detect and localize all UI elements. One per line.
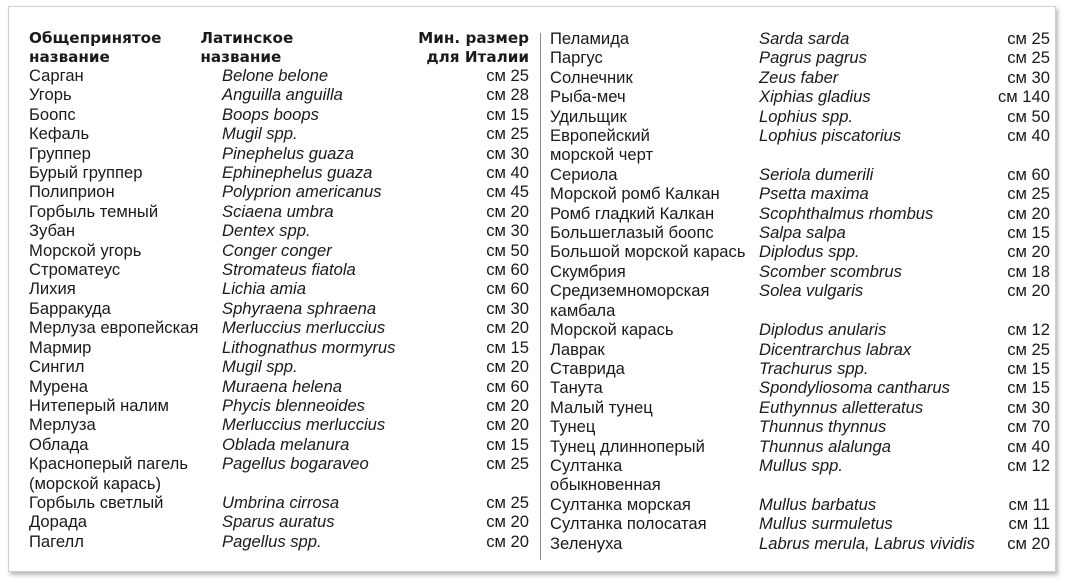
min-size-cell: см 25: [486, 492, 529, 512]
common-name-cell: Бурый группер: [29, 163, 143, 183]
table-row: [550, 301, 1050, 320]
common-name-cell: Группер: [29, 143, 91, 163]
latin-name-cell: Diplodus anularis: [759, 320, 887, 340]
table-row: [29, 105, 529, 124]
latin-name-cell: Merluccius merluccius: [222, 318, 386, 338]
latin-name-cell: Trachurus spp.: [759, 358, 869, 378]
common-name-cell: Удильщик: [550, 106, 627, 126]
table-row: [550, 107, 1050, 126]
common-name-cell: Паргус: [550, 48, 603, 68]
min-size-cell: см 70: [1007, 417, 1050, 437]
common-name-cell: Лихия: [29, 279, 76, 299]
table-row: [29, 493, 529, 512]
table-row: [29, 415, 529, 434]
common-name-cell: Ромб гладкий Калкан: [550, 203, 715, 223]
latin-name-cell: Anguilla anguilla: [222, 85, 343, 105]
latin-name-cell: Thunnus thynnus: [759, 417, 887, 437]
min-size-cell: см 12: [1007, 320, 1050, 340]
common-name-cell: Нитеперый налим: [29, 395, 169, 415]
table-row: [550, 534, 1050, 553]
table-row: [29, 260, 529, 279]
header-common-name: Общепринятое название: [29, 29, 162, 66]
min-size-cell: см 15: [486, 104, 529, 124]
common-name-cell: Европейский: [550, 126, 650, 146]
table-row: [550, 398, 1050, 417]
common-name-cell: Мерлуза: [29, 415, 96, 435]
min-size-cell: см 20: [1007, 281, 1050, 301]
table-row: [29, 85, 529, 104]
common-name-cell: Кефаль: [29, 124, 90, 144]
min-size-cell: см 11: [1008, 494, 1050, 514]
latin-name-cell: Sciaena umbra: [222, 201, 334, 221]
min-size-cell: см 140: [997, 87, 1050, 107]
latin-name-cell: Sparus auratus: [222, 512, 335, 532]
min-size-cell: см 20: [486, 318, 529, 338]
latin-name-cell: Oblada melanura: [222, 434, 350, 454]
left-column: [29, 29, 529, 551]
table-row: [550, 145, 1050, 164]
latin-name-cell: Mullus surmuletus: [759, 514, 893, 534]
min-size-cell: см 30: [1007, 397, 1050, 417]
table-row: [550, 184, 1050, 203]
table-row: [29, 396, 529, 415]
min-size-cell: см 15: [486, 434, 529, 454]
table-row: [550, 514, 1050, 533]
common-name-cell: Барракуда: [29, 298, 111, 318]
common-name-cell: Сингил: [29, 357, 85, 377]
min-size-cell: [465, 474, 529, 493]
latin-name-cell: Phycis blenneoides: [222, 395, 365, 415]
table-row: [29, 454, 529, 473]
common-name-cell: морской черт: [550, 145, 654, 165]
min-size-cell: см 15: [486, 337, 529, 357]
min-size-cell: см 25: [486, 124, 529, 144]
right-table-body: [550, 29, 1050, 553]
min-size-cell: см 11: [1008, 514, 1050, 534]
latin-name-cell: Muraena helena: [222, 376, 342, 396]
min-size-cell: см 50: [1007, 106, 1050, 126]
latin-name-cell: Lophius spp.: [759, 106, 854, 126]
min-size-cell: см 60: [486, 376, 529, 396]
latin-name-cell: [759, 301, 989, 320]
table-row: [29, 124, 529, 143]
latin-name-cell: Salpa salpa: [759, 223, 846, 243]
min-size-cell: см 20: [486, 395, 529, 415]
latin-name-cell: Dicentrarchus labrax: [759, 339, 912, 359]
latin-name-cell: Lichia amia: [222, 279, 306, 299]
min-size-cell: см 25: [1007, 29, 1050, 48]
latin-name-cell: Belone belone: [222, 66, 329, 85]
latin-name-cell: Pagellus bogaraveo: [222, 454, 369, 474]
table-row: [550, 165, 1050, 184]
table-row: [550, 29, 1050, 48]
common-name-cell: Султанка: [550, 455, 623, 475]
common-name-cell: Тунец: [550, 417, 596, 437]
min-size-cell: см 15: [1007, 223, 1050, 243]
common-name-cell: камбала: [550, 300, 616, 320]
common-name-cell: Боопс: [29, 104, 76, 124]
latin-name-cell: Diplodus spp.: [759, 242, 860, 262]
table-row: [550, 417, 1050, 436]
common-name-cell: Горбыль темный: [29, 201, 159, 221]
table-row: [550, 281, 1050, 300]
table-row: [29, 357, 529, 376]
latin-name-cell: Polyprion americanus: [222, 182, 382, 202]
right-column: [550, 29, 1050, 553]
common-name-cell: Сериола: [550, 164, 618, 184]
latin-name-cell: [759, 145, 989, 164]
latin-name-cell: Labrus merula, Labrus vividis: [759, 533, 975, 553]
latin-name-cell: Merluccius merluccius: [222, 415, 386, 435]
table-row: [29, 318, 529, 337]
latin-name-cell: Mugil spp.: [222, 357, 298, 377]
table-row: [29, 279, 529, 298]
common-name-cell: Мурена: [29, 376, 88, 396]
latin-name-cell: Pagrus pagrus: [759, 48, 867, 68]
table-row: [29, 299, 529, 318]
latin-name-cell: Lophius piscatorius: [759, 126, 902, 146]
common-name-cell: Малый тунец: [550, 397, 653, 417]
latin-name-cell: Euthynnus alletteratus: [759, 397, 924, 417]
min-size-cell: см 20: [486, 357, 529, 377]
fish-size-table: [8, 6, 1056, 572]
common-name-cell: Султанка полосатая: [550, 514, 707, 534]
table-row: [550, 242, 1050, 261]
latin-name-cell: Mugil spp.: [222, 124, 298, 144]
common-name-cell: Танута: [550, 378, 603, 398]
latin-name-cell: Stromateus fiatola: [222, 260, 356, 280]
table-row: [550, 320, 1050, 339]
common-name-cell: обыкновенная: [550, 475, 661, 495]
table-row: [29, 474, 529, 493]
table-row: [550, 437, 1050, 456]
latin-name-cell: Solea vulgaris: [759, 281, 864, 301]
latin-name-cell: Pagellus spp.: [222, 531, 322, 551]
min-size-cell: см 40: [1007, 436, 1050, 456]
min-size-cell: см 30: [486, 143, 529, 163]
min-size-cell: [992, 145, 1050, 164]
table-row: [29, 163, 529, 182]
min-size-cell: см 20: [486, 512, 529, 532]
min-size-cell: см 60: [486, 260, 529, 280]
min-size-cell: см 60: [1007, 164, 1050, 184]
common-name-cell: Полиприон: [29, 182, 115, 202]
common-name-cell: Султанка морская: [550, 494, 691, 514]
latin-name-cell: Sarda sarda: [759, 29, 850, 48]
latin-name-cell: Pinephelus guaza: [222, 143, 354, 163]
latin-name-cell: Seriola dumerili: [759, 164, 874, 184]
min-size-cell: [992, 475, 1050, 494]
table-row: [550, 359, 1050, 378]
common-name-cell: Скумбрия: [550, 261, 626, 281]
latin-name-cell: Sphyraena sphraena: [222, 298, 377, 318]
table-row: [550, 126, 1050, 145]
common-name-cell: Большой морской карась: [550, 242, 746, 262]
table-row: [550, 456, 1050, 475]
table-row: [29, 221, 529, 240]
common-name-cell: Зубан: [29, 221, 76, 241]
common-name-cell: Рыба-меч: [550, 87, 626, 107]
min-size-cell: см 45: [486, 182, 529, 202]
min-size-cell: см 25: [486, 66, 529, 85]
common-name-cell: Дорада: [29, 512, 88, 532]
min-size-cell: см 40: [486, 163, 529, 183]
table-row: [29, 241, 529, 260]
common-name-cell: Пеламида: [550, 29, 630, 48]
latin-name-cell: Mullus spp.: [759, 455, 843, 475]
latin-name-cell: Conger conger: [222, 240, 332, 260]
common-name-cell: Горбыль светлый: [29, 492, 164, 512]
min-size-cell: см 20: [486, 531, 529, 551]
min-size-cell: см 30: [1007, 67, 1050, 87]
min-size-cell: см 18: [1007, 261, 1050, 281]
table-row: [29, 532, 529, 551]
latin-name-cell: Scophthalmus rhombus: [759, 203, 934, 223]
latin-name-cell: Scomber scombrus: [759, 261, 902, 281]
table-row: [550, 340, 1050, 359]
min-size-cell: см 25: [1007, 339, 1050, 359]
common-name-cell: Мармир: [29, 337, 92, 357]
common-name-cell: Пагелл: [29, 531, 84, 551]
table-row: [550, 204, 1050, 223]
common-name-cell: Строматеус: [29, 260, 121, 280]
table-row: [29, 377, 529, 396]
min-size-cell: см 30: [486, 221, 529, 241]
header-latin-name: Латинское название: [200, 29, 294, 66]
table-row: [29, 512, 529, 531]
common-name-cell: Облада: [29, 434, 89, 454]
table-row: [550, 475, 1050, 494]
latin-name-cell: Psetta maxima: [759, 184, 869, 204]
common-name-cell: Сарган: [29, 66, 84, 85]
latin-name-cell: Boops boops: [222, 104, 319, 124]
common-name-cell: Мерлуза европейская: [29, 318, 199, 338]
min-size-cell: см 30: [486, 298, 529, 318]
table-row: [550, 223, 1050, 242]
table-row: [550, 262, 1050, 281]
left-table-body: [29, 66, 529, 551]
table-row: [29, 182, 529, 201]
latin-name-cell: Ephinephelus guaza: [222, 163, 373, 183]
min-size-cell: см 20: [1007, 533, 1050, 553]
latin-name-cell: Dentex spp.: [222, 221, 311, 241]
min-size-cell: [992, 301, 1050, 320]
table-row: [29, 435, 529, 454]
common-name-cell: Лаврак: [550, 339, 605, 359]
table-row: [29, 144, 529, 163]
common-name-cell: Морской ромб Калкан: [550, 184, 720, 204]
table-row: [550, 68, 1050, 87]
latin-name-cell: Lithognathus mormyrus: [222, 337, 396, 357]
common-name-cell: Красноперый пагель: [29, 454, 188, 474]
latin-name-cell: Umbrina cirrosa: [222, 492, 340, 512]
common-name-cell: Большеглазый боопс: [550, 223, 714, 243]
common-name-cell: Тунец длинноперый: [550, 436, 705, 456]
table-row: [29, 202, 529, 221]
common-name-cell: Средиземноморская: [550, 281, 710, 301]
min-size-cell: см 20: [1007, 242, 1050, 262]
min-size-cell: см 12: [1007, 455, 1050, 475]
table-row: [29, 338, 529, 357]
common-name-cell: (морской карась): [29, 473, 162, 493]
table-row: [29, 66, 529, 85]
min-size-cell: см 15: [1007, 358, 1050, 378]
latin-name-cell: [759, 475, 989, 494]
min-size-cell: см 15: [1007, 378, 1050, 398]
table-row: [550, 495, 1050, 514]
latin-name-cell: Mullus barbatus: [759, 494, 877, 514]
latin-name-cell: Xiphias gladius: [759, 87, 871, 107]
min-size-cell: см 20: [486, 201, 529, 221]
common-name-cell: Морской угорь: [29, 240, 142, 260]
common-name-cell: Угорь: [29, 85, 72, 105]
min-size-cell: см 28: [486, 85, 529, 105]
table-row: [550, 48, 1050, 67]
table-header: [29, 29, 529, 66]
min-size-cell: см 50: [486, 240, 529, 260]
min-size-cell: см 20: [486, 415, 529, 435]
latin-name-cell: Spondyliosoma cantharus: [759, 378, 950, 398]
common-name-cell: Зеленуха: [550, 533, 623, 553]
min-size-cell: см 40: [1007, 126, 1050, 146]
table-row: [550, 87, 1050, 106]
header-min-size: Мин. размер для Италии: [418, 29, 529, 66]
min-size-cell: см 25: [1007, 184, 1050, 204]
min-size-cell: см 25: [1007, 48, 1050, 68]
latin-name-cell: [222, 474, 462, 493]
table-row: [550, 378, 1050, 397]
min-size-cell: см 20: [1007, 203, 1050, 223]
common-name-cell: Морской карась: [550, 320, 674, 340]
min-size-cell: см 25: [486, 454, 529, 474]
common-name-cell: Ставрида: [550, 358, 625, 378]
min-size-cell: см 60: [486, 279, 529, 299]
common-name-cell: Солнечник: [550, 67, 633, 87]
column-divider: [540, 33, 541, 560]
latin-name-cell: Zeus faber: [759, 67, 839, 87]
latin-name-cell: Thunnus alalunga: [759, 436, 891, 456]
